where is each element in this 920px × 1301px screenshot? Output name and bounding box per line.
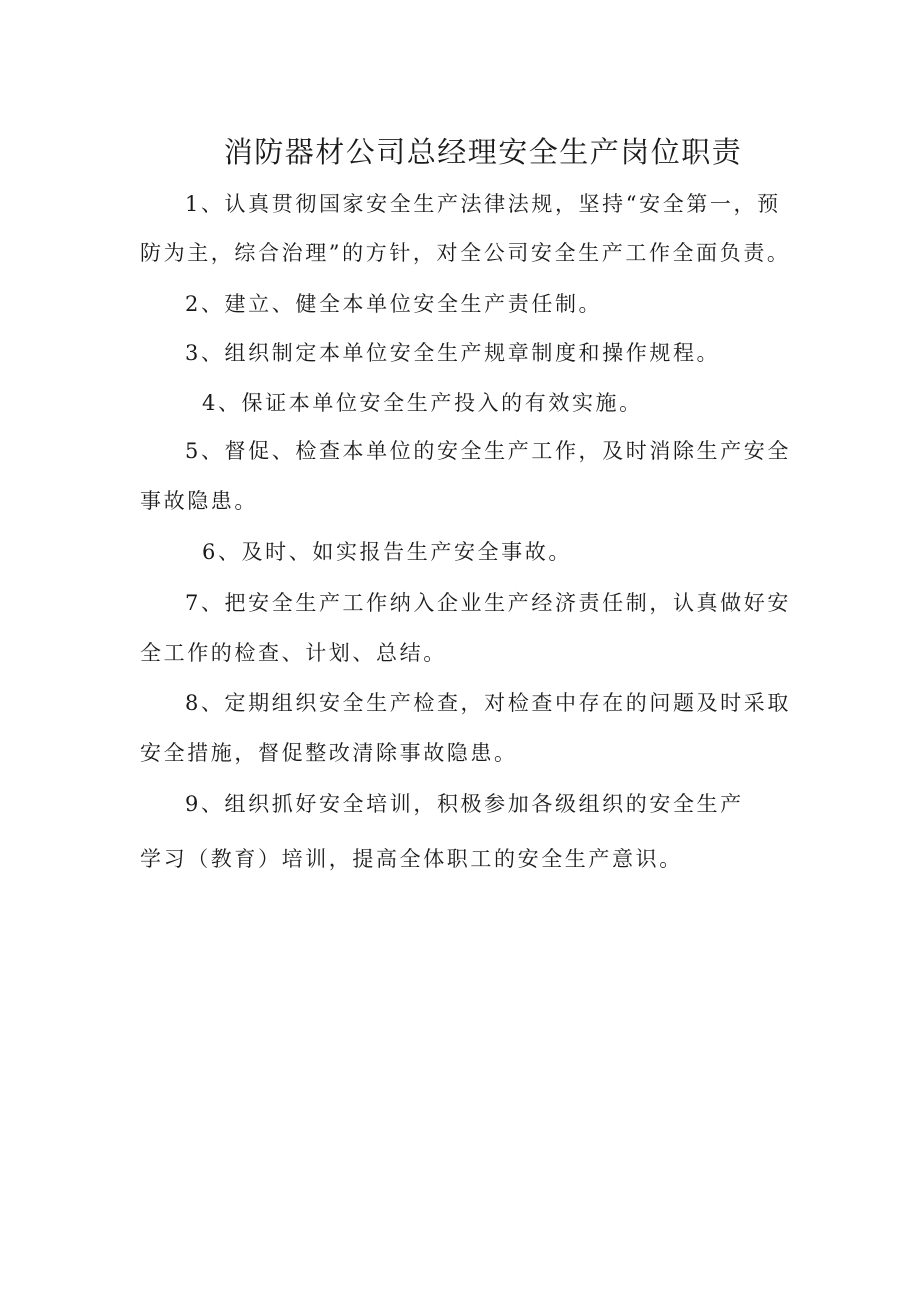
- paragraph-line: 全工作的检查、计划、总结。: [140, 641, 447, 665]
- paragraph-line: 3、组织制定本单位安全生产规章制度和操作规程。: [185, 341, 721, 365]
- paragraph-line: 2、建立、健全本单位安全生产责任制。: [185, 292, 603, 316]
- paragraph-line: 事故隐患。: [140, 489, 258, 513]
- paragraph-line: 9、组织抓好安全培训，积极参加各级组织的安全生产: [185, 792, 744, 816]
- page-title: 消防器材公司总经理安全生产岗位职责: [223, 135, 743, 169]
- paragraph-line: 8、定期组织安全生产检查，对检查中存在的问题及时采取: [185, 691, 791, 715]
- paragraph-line: 1、认真贯彻国家安全生产法律法规，坚持“安全第一，预: [185, 192, 781, 216]
- paragraph-line: 6、及时、如实报告生产安全事故。: [202, 540, 572, 564]
- paragraph-line: 安全措施，督促整改清除事故隐患。: [140, 741, 518, 765]
- paragraph-line: 4、保证本单位安全生产投入的有效实施。: [202, 391, 643, 415]
- paragraph-line: 5、督促、检查本单位的安全生产工作，及时消除生产安全: [185, 439, 791, 463]
- paragraph-line: 防为主，综合治理”的方针，对全公司安全生产工作全面负责。: [140, 241, 791, 265]
- paragraph-line: 学习（教育）培训，提高全体职工的安全生产意识。: [140, 847, 683, 871]
- paragraph-line: 7、把安全生产工作纳入企业生产经济责任制，认真做好安: [185, 591, 791, 615]
